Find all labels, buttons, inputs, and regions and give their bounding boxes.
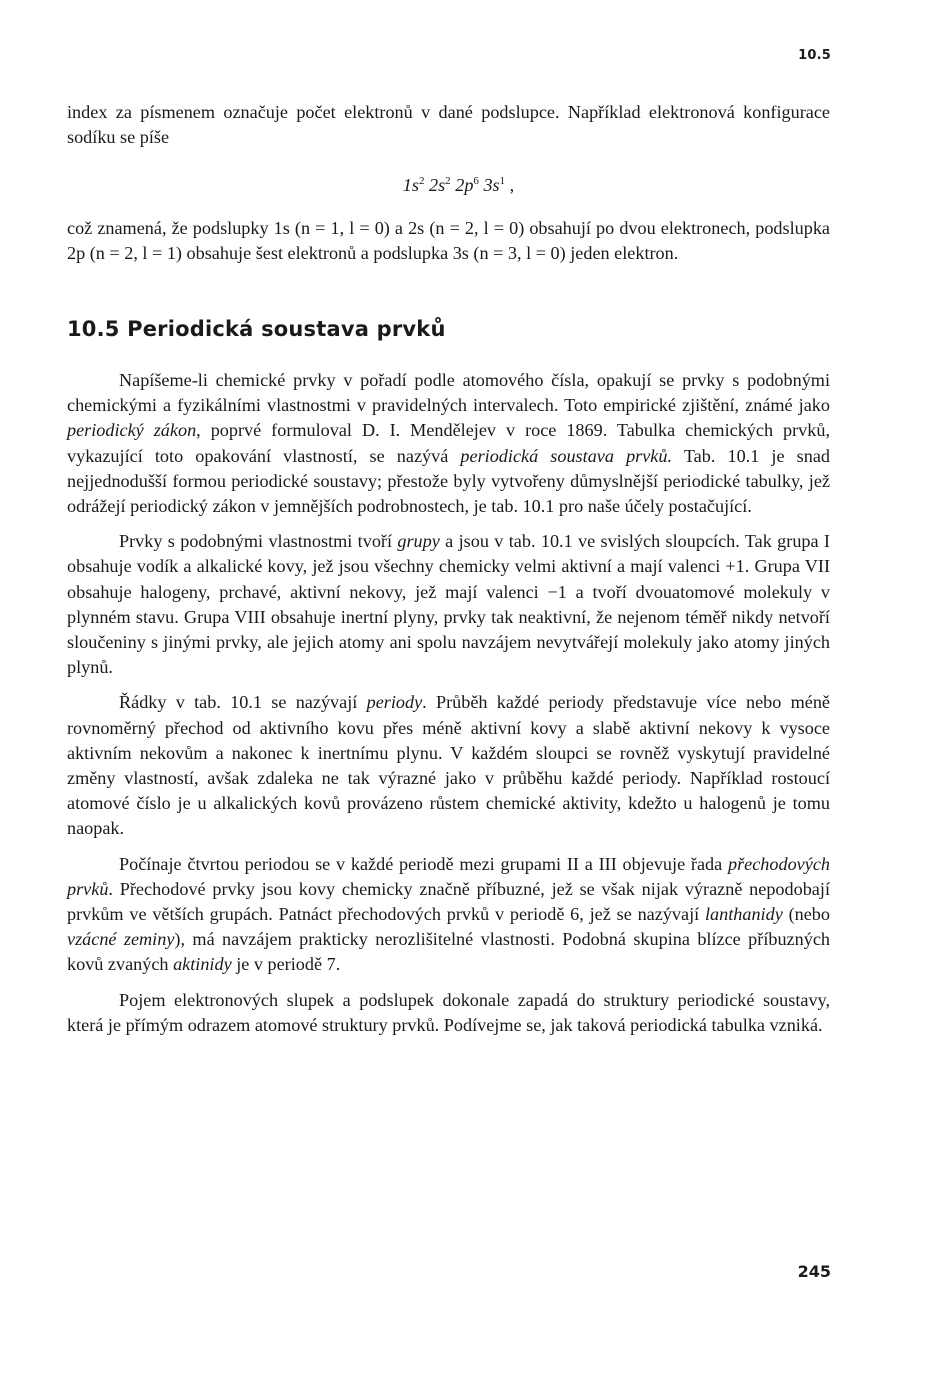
formula-exp-4: 1 [499, 175, 506, 188]
emphasis-periodic-table: periodická soustava prvků. [460, 445, 673, 466]
text-run: . Průběh každé periody představuje více nebo méně rovnoměrný přechod od aktivního kovu přes méně aktivní kovy a slabě aktivní nekovy k vysoce aktivním nekovům a nakonec k inertnímu plynu. V každém sloupci se rovněž vyskytují pravidelné změny vlastností, avšak zdaleka ne tak výrazné jako v průběhu každé periody. Například rostoucí atomové číslo je u alkalických kovů provázeno růstem chemické aktivity, kdežto u halogenů je tomu naopak. [67, 692, 830, 839]
text-run: Řádky v tab. 10.1 se nazývají [119, 692, 367, 713]
emphasis-rare-earths: vzácné zeminy [67, 929, 175, 950]
paragraph-periodic-law [67, 368, 830, 519]
emphasis-lanthanides: lanthanidy [704, 904, 783, 925]
formula-term-3: 2p [455, 175, 474, 196]
text-run: . Přechodové prvky jsou kovy chemicky značně příbuzné, jež se však nijak výrazně nepodobají prvkům ve větších grupách. Patnáct přechodových prvků v periodě 6, jež se nazývají [67, 878, 830, 925]
emphasis-actinides: aktinidy [173, 954, 232, 975]
page-number: 245 [797, 1262, 831, 1281]
paragraph-transition-elements [67, 852, 830, 978]
paragraph-periods [67, 690, 830, 841]
electron-configuration-formula [67, 173, 830, 198]
text-run: Prvky s podobnými vlastnostmi tvoří [119, 531, 398, 552]
paragraph-shells: Pojem elektronových slupek a podslupek dokonale zapadá do struktury periodické soustavy, která je přímým odrazem atomové struktury prvků. Podívejme se, jak taková periodická tabulka vzniká. [67, 989, 830, 1035]
formula-exp-1: 2 [418, 175, 425, 188]
page-body [67, 100, 830, 1038]
emphasis-periods: periody [366, 692, 423, 713]
text-run: a jsou v tab. 10.1 ve svislých sloupcích. Tak grupa I obsahuje vodík a alkalické kovy, jež jsou všechny chemicky velmi aktivní a mají valenci +1. Grupa VII obsahuje halogeny, prchavé, aktivní nekovy, jež mají valenci −1 a tvoří dvouatomové molekuly v plynném stavu. Grupa VIII obsahuje inertní plyny, prvky tak neaktivní, že nejenom téměř nikdy netvoří sloučeniny s jinými prvky, ale jejich atomy ani spolu navzájem nevytvářejí molekuly jako atomy jiných plynů. [67, 531, 830, 678]
text-run: Napíšeme-li chemické prvky v pořadí podle atomového čísla, opakují se prvky s podobnými chemickými a fyzikálními vlastnostmi v pravidelných intervalech. Toto empirické zjištění, známé jako [67, 370, 830, 416]
text-run: ), má navzájem prakticky nerozlišitelné vlastnosti. Podobná skupina blízce příbuzných kovů zvaných [67, 929, 830, 975]
text-run: , poprvé formuloval D. I. Mendělejev v roce 1869. Tabulka chemických prvků, vykazující toto opakování vlastností, se nazývá [67, 420, 830, 466]
running-header-section-number: 10.5 [798, 48, 831, 63]
text-run: je v periodě 7. [231, 954, 341, 975]
intro-paragraph: index za písmenem označuje počet elektronů v dané podslupce. Například elektronová konfigurace sodíku se píše [67, 102, 830, 148]
formula-term-1: 1s [402, 175, 419, 196]
formula-exp-3: 6 [473, 175, 479, 188]
explanation-paragraph: což znamená, že podslupky 1s (n = 1, l = 0) a 2s (n = 2, l = 0) obsahují po dvou elektronech, podslupka 2p (n = 2, l = 1) obsahuje šest elektronů a podslupka 3s (n = 3, l = 0) jeden elektron. [67, 217, 830, 263]
emphasis-transition-elements: přechodových prvků [67, 853, 830, 899]
paragraph-groups [67, 529, 830, 680]
formula-tail: , [509, 175, 515, 196]
emphasis-groups: grupy [397, 531, 440, 552]
formula-term-4: 3s [483, 175, 500, 196]
text-run: Počínaje čtvrtou periodou se v každé periodě mezi grupami II a III objevuje řada [119, 853, 728, 874]
text-run: (nebo [782, 904, 830, 925]
formula-term-2: 2s [429, 175, 446, 196]
section-heading: 10.5 Periodická soustava prvků [67, 317, 446, 342]
formula-exp-2: 2 [445, 175, 451, 188]
emphasis-periodic-law: periodický zákon [67, 420, 197, 441]
text-run: Tab. 10.1 je snad nejjednodušší formou periodické soustavy; přestože byly vytvořeny důmyslnější periodické tabulky, jež odrážejí periodický zákon v jemnějších podrobnostech, je tab. 10.1 pro naše účely postačující. [67, 445, 830, 517]
